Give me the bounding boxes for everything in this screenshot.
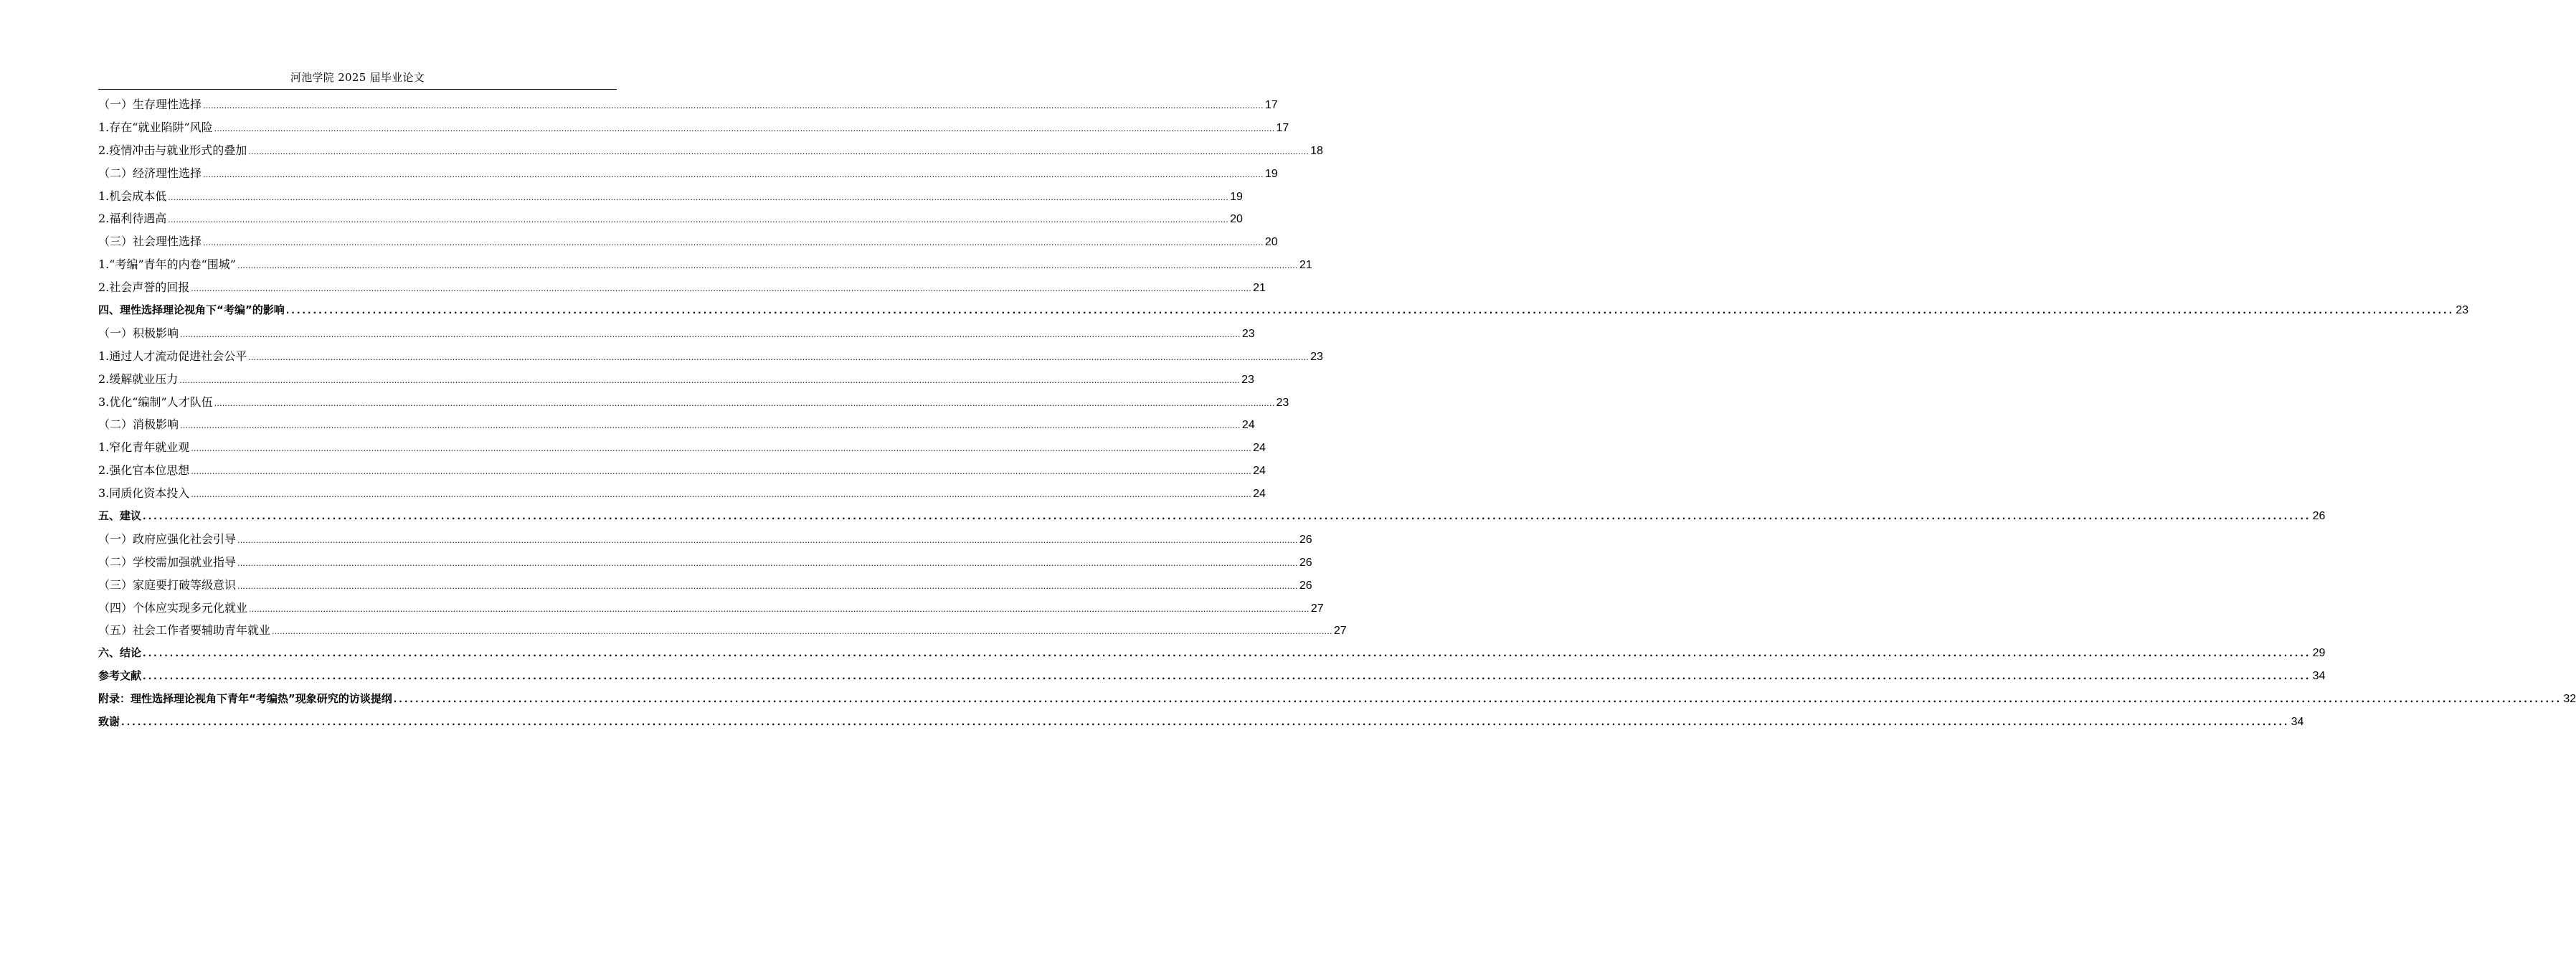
toc-entry-page-number: 21 bbox=[1299, 259, 1312, 272]
toc-entry-label: 1.“考编”青年的内卷“围城” bbox=[98, 257, 236, 272]
toc-entry-label: 五、建议 bbox=[98, 509, 142, 523]
toc-entry[interactable] bbox=[98, 665, 2326, 688]
toc-entry[interactable] bbox=[98, 551, 1312, 574]
toc-entry-label: （一）积极影响 bbox=[98, 326, 179, 340]
header-divider bbox=[98, 89, 617, 90]
toc-entry-label: 2.强化官本位思想 bbox=[98, 463, 190, 478]
toc-entry-label: （三）家庭要打破等级意识 bbox=[98, 577, 237, 592]
toc-entry-label: 1.存在“就业陷阱”风险 bbox=[98, 120, 213, 134]
toc-entry-label: （五）社会工作者要辅助青年就业 bbox=[98, 623, 271, 638]
toc-entry-page-number: 26 bbox=[1299, 556, 1312, 569]
toc-leader-dots: ................................................................................................................................................................................................................................................................................................................................................................................................................ bbox=[248, 352, 1309, 362]
toc-entry-label: （三）社会理性选择 bbox=[98, 235, 202, 249]
toc-leader-dots: ................................................................................................................................................................................................................................................................................................................................................................................................................ bbox=[180, 421, 1241, 431]
toc-entry-label: 1.机会成本低 bbox=[98, 189, 167, 203]
toc-entry-page-number: 34 bbox=[2291, 716, 2304, 729]
toc-entry-label: 致谢 bbox=[98, 715, 120, 729]
toc-entry-page-number: 23 bbox=[1276, 396, 1289, 409]
toc-entry-page-number: 29 bbox=[2312, 647, 2326, 660]
toc-entry[interactable] bbox=[98, 619, 1347, 642]
toc-leader-dots: ................................................................................................................................................................................................................................................................................................................................................................................................................ bbox=[143, 648, 2311, 659]
toc-leader-dots: ................................................................................................................................................................................................................................................................................................................................................................................................................ bbox=[237, 261, 1298, 271]
toc-leader-dots: ................................................................................................................................................................................................................................................................................................................................................................................................................ bbox=[168, 192, 1228, 202]
toc-entry-page-number: 32 bbox=[2563, 693, 2576, 706]
page-header-title: 河池学院 2025 届毕业论文 bbox=[290, 71, 425, 84]
toc-entry-page-number: 23 bbox=[1310, 350, 1323, 363]
toc-entry-page-number: 27 bbox=[1310, 602, 1324, 615]
toc-entry-label: 四、理性选择理论视角下“考编”的影响 bbox=[98, 303, 285, 317]
toc-entry-page-number: 20 bbox=[1230, 213, 1243, 226]
toc-leader-dots: ................................................................................................................................................................................................................................................................................................................................................................................................................ bbox=[191, 284, 1251, 294]
toc-entry[interactable] bbox=[98, 642, 2326, 665]
toc-entry-label: （四）个体应实现多元化就业 bbox=[98, 600, 248, 615]
toc-entry-label: 六、结论 bbox=[98, 646, 142, 660]
toc-entry-label: 2.疫情冲击与就业形式的叠加 bbox=[98, 143, 247, 157]
toc-entry-label: 附录：理性选择理论视角下青年“考编热”现象研究的访谈提纲 bbox=[98, 692, 392, 706]
toc-entry-page-number: 17 bbox=[1264, 99, 1278, 111]
toc-leader-dots: ................................................................................................................................................................................................................................................................................................................................................................................................................ bbox=[214, 398, 1275, 408]
toc-entry-label: （二）经济理性选择 bbox=[98, 166, 202, 180]
toc-entry-page-number: 24 bbox=[1241, 419, 1255, 432]
toc-entry[interactable] bbox=[98, 230, 1278, 253]
toc-leader-dots: ................................................................................................................................................................................................................................................................................................................................................................................................................ bbox=[143, 671, 2311, 682]
toc-entry[interactable] bbox=[98, 482, 1266, 505]
toc-entry[interactable] bbox=[98, 597, 1324, 620]
toc-entry-page-number: 24 bbox=[1253, 488, 1266, 501]
toc-entry[interactable] bbox=[98, 139, 1323, 162]
toc-entry[interactable] bbox=[98, 391, 1289, 414]
toc-entry-label: （二）消极影响 bbox=[98, 417, 179, 432]
toc-entry[interactable] bbox=[98, 345, 1323, 368]
toc-entry[interactable] bbox=[98, 413, 1255, 436]
toc-leader-dots: ................................................................................................................................................................................................................................................................................................................................................................................................................ bbox=[191, 490, 1251, 500]
toc-entry-page-number: 24 bbox=[1253, 442, 1266, 455]
toc-leader-dots: ................................................................................................................................................................................................................................................................................................................................................................................................................ bbox=[249, 604, 1310, 614]
toc-entry[interactable] bbox=[98, 253, 1312, 276]
toc-entry[interactable] bbox=[98, 459, 1266, 482]
toc-entry-page-number: 27 bbox=[1333, 625, 1347, 638]
toc-entry-label: 3.优化“编制”人才队伍 bbox=[98, 394, 213, 409]
toc-entry-page-number: 23 bbox=[1241, 327, 1255, 340]
toc-entry[interactable] bbox=[98, 276, 1266, 299]
toc-entry-page-number: 34 bbox=[2312, 670, 2326, 683]
toc-entry-label: 3.同质化资本投入 bbox=[98, 486, 190, 501]
toc-entry[interactable] bbox=[98, 688, 2576, 711]
toc-entry-page-number: 26 bbox=[1299, 579, 1312, 592]
toc-entry-page-number: 19 bbox=[1264, 167, 1278, 180]
toc-leader-dots: ................................................................................................................................................................................................................................................................................................................................................................................................................ bbox=[237, 535, 1298, 545]
toc-entry[interactable] bbox=[98, 436, 1266, 459]
toc-entry[interactable] bbox=[98, 93, 1278, 116]
toc-entry-label: 2.缓解就业压力 bbox=[98, 372, 179, 386]
table-of-contents bbox=[98, 93, 2576, 734]
toc-leader-dots: ................................................................................................................................................................................................................................................................................................................................................................................................................ bbox=[180, 329, 1241, 339]
toc-entry-label: （一）生存理性选择 bbox=[98, 98, 202, 111]
toc-leader-dots: ................................................................................................................................................................................................................................................................................................................................................................................................................ bbox=[191, 467, 1251, 477]
toc-entry-page-number: 17 bbox=[1276, 121, 1289, 134]
toc-leader-dots: ................................................................................................................................................................................................................................................................................................................................................................................................................ bbox=[143, 511, 2311, 522]
toc-leader-dots: ................................................................................................................................................................................................................................................................................................................................................................................................................ bbox=[285, 306, 2455, 316]
toc-leader-dots: ................................................................................................................................................................................................................................................................................................................................................................................................................ bbox=[121, 717, 2290, 728]
toc-leader-dots: ................................................................................................................................................................................................................................................................................................................................................................................................................ bbox=[237, 558, 1298, 568]
toc-entry-page-number: 24 bbox=[1253, 465, 1266, 478]
toc-entry-label: 1.窄化青年就业观 bbox=[98, 440, 190, 455]
toc-leader-dots: ................................................................................................................................................................................................................................................................................................................................................................................................................ bbox=[203, 101, 1264, 110]
toc-entry[interactable] bbox=[98, 574, 1312, 597]
toc-leader-dots: ................................................................................................................................................................................................................................................................................................................................................................................................................ bbox=[248, 146, 1309, 156]
toc-entry[interactable] bbox=[98, 711, 2304, 734]
toc-leader-dots: ................................................................................................................................................................................................................................................................................................................................................................................................................ bbox=[179, 375, 1240, 385]
toc-leader-dots: ................................................................................................................................................................................................................................................................................................................................................................................................................ bbox=[203, 238, 1264, 248]
toc-entry-page-number: 18 bbox=[1310, 144, 1323, 157]
toc-entry[interactable] bbox=[98, 116, 1289, 139]
toc-entry[interactable] bbox=[98, 528, 1312, 551]
toc-entry-label: 参考文献 bbox=[98, 669, 142, 683]
toc-entry[interactable] bbox=[98, 162, 1278, 185]
toc-entry-label: 2.社会声誉的回报 bbox=[98, 280, 190, 295]
toc-entry-label: 2.福利待遇高 bbox=[98, 212, 167, 226]
toc-leader-dots: ................................................................................................................................................................................................................................................................................................................................................................................................................ bbox=[214, 123, 1275, 133]
toc-entry-page-number: 23 bbox=[2456, 304, 2469, 317]
toc-entry-label: 1.通过人才流动促进社会公平 bbox=[98, 349, 247, 363]
toc-entry-page-number: 26 bbox=[2312, 510, 2326, 523]
toc-leader-dots: ................................................................................................................................................................................................................................................................................................................................................................................................................ bbox=[237, 581, 1298, 591]
toc-leader-dots: ................................................................................................................................................................................................................................................................................................................................................................................................................ bbox=[191, 444, 1251, 454]
toc-leader-dots: ................................................................................................................................................................................................................................................................................................................................................................................................................ bbox=[203, 169, 1264, 179]
toc-leader-dots: ................................................................................................................................................................................................................................................................................................................................................................................................................ bbox=[393, 694, 2562, 705]
toc-entry-page-number: 21 bbox=[1253, 282, 1266, 295]
toc-entry[interactable] bbox=[98, 207, 1243, 230]
toc-entry-page-number: 26 bbox=[1299, 533, 1312, 546]
toc-entry[interactable] bbox=[98, 368, 1254, 391]
toc-leader-dots: ................................................................................................................................................................................................................................................................................................................................................................................................................ bbox=[272, 627, 1332, 637]
toc-entry[interactable] bbox=[98, 299, 2469, 322]
toc-entry[interactable] bbox=[98, 185, 1243, 208]
toc-entry-page-number: 20 bbox=[1264, 236, 1278, 249]
toc-entry-label: （一）政府应强化社会引导 bbox=[98, 531, 237, 546]
toc-entry[interactable] bbox=[98, 322, 1255, 345]
toc-entry-page-number: 19 bbox=[1230, 190, 1243, 203]
toc-entry[interactable] bbox=[98, 505, 2326, 528]
toc-leader-dots: ................................................................................................................................................................................................................................................................................................................................................................................................................ bbox=[168, 215, 1228, 225]
toc-entry-label: （二）学校需加强就业指导 bbox=[98, 554, 237, 569]
toc-entry-page-number: 23 bbox=[1241, 373, 1254, 386]
